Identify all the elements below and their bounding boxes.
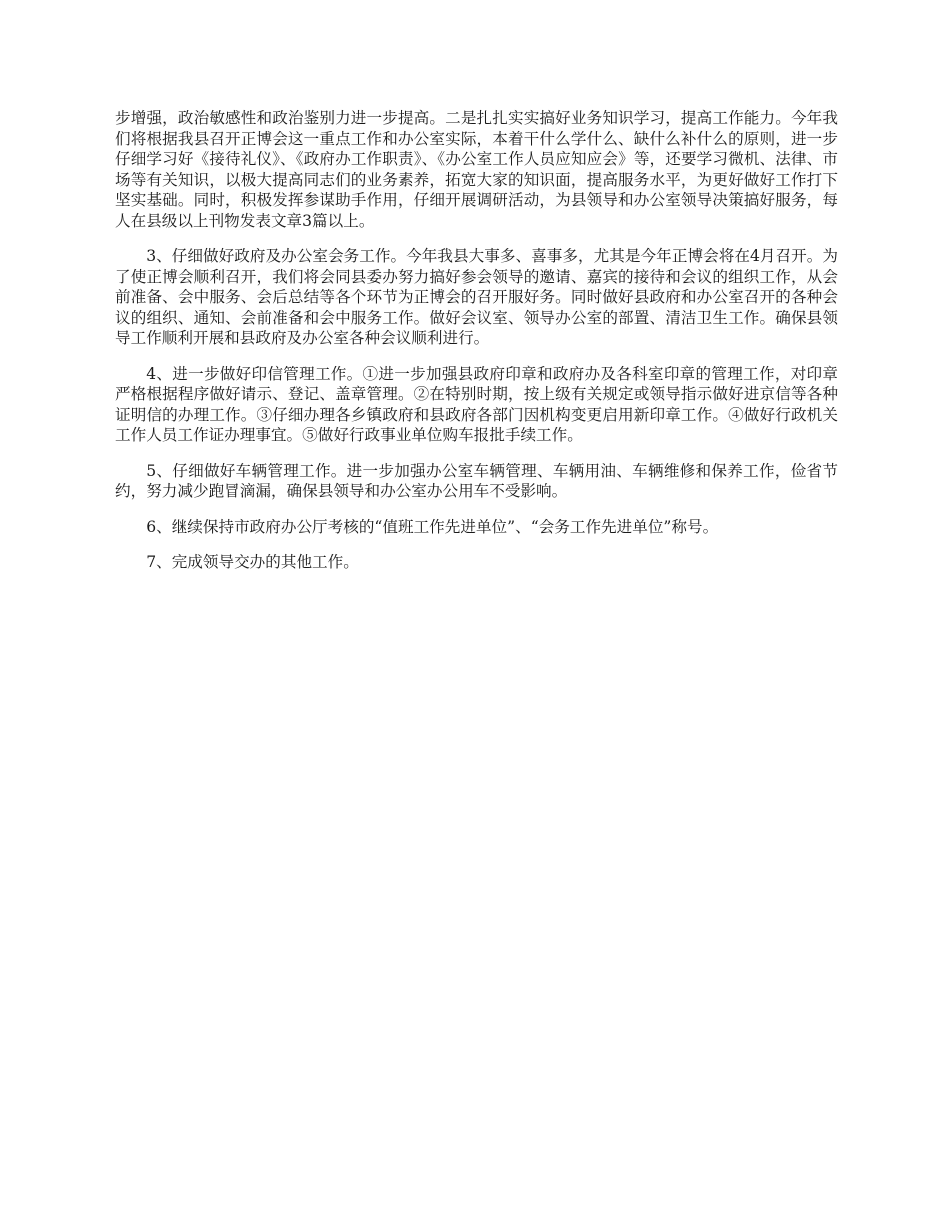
- paragraph-continuation: 步增强，政治敏感性和政治鉴别力进一步提高。二是扎扎实实搞好业务知识学习，提高工作能力。今年我们将根据我县召开正博会这一重点工作和办公室实际，本着干什么学什么、缺什么补什么的原则，进一步仔细学习好《接待礼仪》、《政府办工作职责》、《办公室工作人员应知应会》等，还要学习微机、法律、市场等有关知识，以极大提高同志们的业务素养，拓宽大家的知识面，提高服务水平，为更好做好工作打下坚实基础。同时，积极发挥参谋助手作用，仔细开展调研活动，为县领导和办公室领导决策搞好服务，每人在县级以上刊物发表文章3篇以上。: [115, 109, 838, 230]
- paragraph-item-3: 3、仔细做好政府及办公室会务工作。今年我县大事多、喜事多，尤其是今年正博会将在4月召开。为了使正博会顺利召开，我们将会同县委办努力搞好参会领导的邀请、嘉宾的接待和会议的组织工作，从会前准备、会中服务、会后总结等各个环节为正博会的召开服好务。同时做好县政府和办公室召开的各种会议的组织、通知、会前准备和会中服务工作。做好会议室、领导办公室的部置、清洁卫生工作。确保县领导工作顺利开展和县政府及办公室各种会议顺利进行。: [115, 247, 838, 347]
- paragraph-item-5: 5、仔细做好车辆管理工作。进一步加强办公室车辆管理、车辆用油、车辆维修和保养工作，俭省节约，努力减少跑冒滴漏，确保县领导和办公室办公用车不受影响。: [115, 461, 838, 500]
- document-page: [115, 108, 838, 588]
- paragraph-item-7: 7、完成领导交办的其他工作。: [146, 553, 359, 571]
- paragraph-item-6: 6、继续保持市政府办公厅考核的“值班工作先进单位”、“会务工作先进单位”称号。: [146, 517, 719, 536]
- paragraph-item-4: 4、进一步做好印信管理工作。①进一步加强县政府印章和政府办及各科室印章的管理工作，对印章严格根据程序做好请示、登记、盖章管理。②在特别时期，按上级有关规定或领导指示做好进京信等各种证明信的办理工作。③仔细办理各乡镇政府和县政府各部门因机构变更启用新印章工作。④做好行政机关工作人员工作证办理事宜。⑤做好行政事业单位购车报批手续工作。: [115, 364, 838, 444]
